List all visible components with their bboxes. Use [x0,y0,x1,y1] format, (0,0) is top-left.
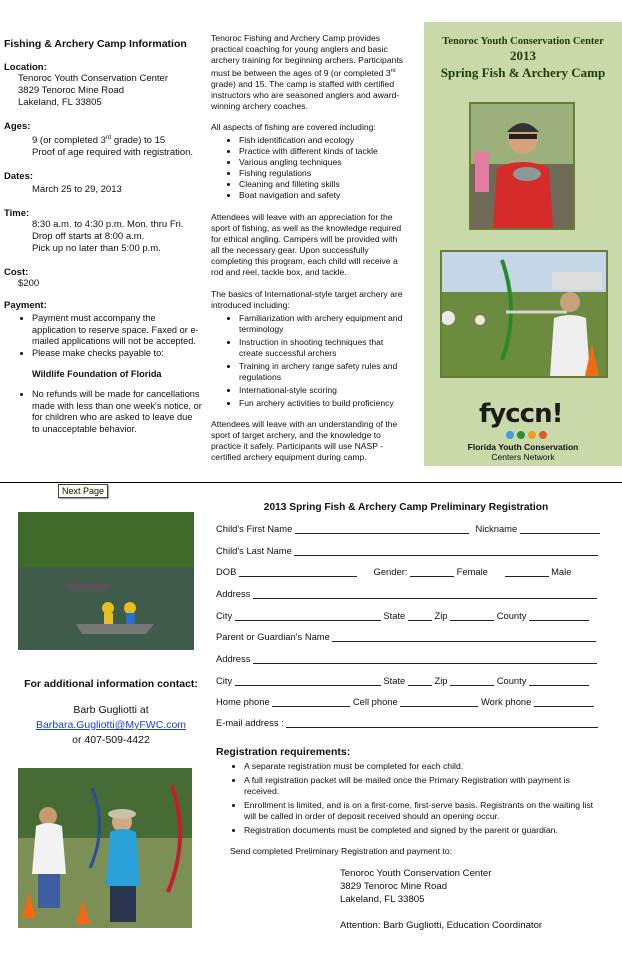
form-title: 2013 Spring Fish & Archery Camp Preliminary Registration [263,502,549,513]
attention-line: Attention: Barb Gugliotti, Education Coordinator [340,920,543,931]
archery-outcome-paragraph: Attendees will leave with an understanding of the sport of target archery, and the knowledge to practice it safely. Participants will use NASP - certified archery equipment during camp. [211,418,398,462]
row-phones [216,696,594,707]
male-label: Male [551,566,572,577]
city-label: City [216,610,233,621]
fishing-outcome-paragraph: Attendees will leave with an appreciation for the sport of fishing, as well as the knowledge required for ethical angling. Campers will be provided with all the necessary gear. Upon successfully completing this program, each child will receive a rod and reel, tackle box, and tackle. [211,211,402,277]
parent-address-field[interactable] [253,654,597,664]
payment-label: Payment: [4,300,47,312]
zip-label: Zip [434,610,448,621]
parent-label: Parent or Guardian's Name [216,631,330,642]
county-field[interactable] [529,611,589,621]
refund-list [4,389,202,435]
parent-zip-field[interactable] [450,676,494,686]
dates-label: Dates: [4,171,34,183]
ages-label: Ages: [4,121,31,132]
email-field[interactable] [286,718,598,728]
location-line-3: Lakeland, FL 33805 [18,97,102,108]
location-line-1: Tenoroc Youth Conservation Center [18,73,168,84]
boy-with-fish-photo [469,102,575,230]
payee-name: Wildlife Foundation of Florida [32,369,162,380]
parent-county-field[interactable] [529,676,589,686]
requirement-item: • Enrollment is limited, and is on a first-come, first-serve basis. Registrants on the waiting list will be called in order of deposit received should an opening occur. [244,800,602,823]
fishing-boats-photo [18,512,194,650]
network-line-2: Centers Network [491,452,555,462]
contact-heading: For additional information contact: [24,678,198,690]
contact-email-link[interactable]: Barbara.Gugliotti@MyFWC.com [35,719,187,731]
fyccn-logo-text: fyccn! [479,399,563,429]
work-phone-label: Work phone [480,696,532,707]
young-archer-illustration [442,252,606,376]
fishing-intro: All aspects of fishing are covered including: [211,121,376,132]
row-parent-city [216,675,589,686]
dates-value: March 25 to 29, 2013 [32,184,122,196]
mailing-address [216,867,602,932]
boy-with-fish-illustration [471,104,573,228]
time-line-1: 8:30 a.m. to 4:30 p.m. Mon. thru Fri. [32,219,184,231]
male-field[interactable] [505,567,549,577]
fishing-item: • Boat navigation and safety [239,190,407,201]
camp-year: 2013 [510,48,536,63]
state-label: State [383,610,406,621]
page-divider [0,482,622,483]
logo-dots-icon [505,430,555,440]
intro-text-b: grade) and 15. The camp is staffed with certified instructors who are seasoned anglers and award-winning archery coaches. [211,78,400,111]
network-line-1: Florida Youth Conservation [467,442,579,452]
state-field[interactable] [408,611,432,621]
fishing-item: • Fishing regulations [239,168,407,179]
camp-description-column [211,33,407,463]
contact-block [0,678,222,746]
fishing-item: • Practice with different kinds of tackle [239,146,407,157]
young-archer-photo [440,250,608,378]
child-first-field[interactable] [295,524,469,534]
archery-item: • Fun archery activities to build proficiency [239,398,409,409]
requirements-list [216,761,602,836]
child-last-label: Child's Last Name [216,545,292,556]
intro-sup: rd [390,68,396,74]
archery-item: • Familiarization with archery equipment and terminology [239,313,409,335]
intro-paragraph [211,33,407,112]
ages-line-1 [4,132,204,147]
camp-info-title: Fishing & Archery Camp Information [4,38,187,50]
mailing-address-line: Tenoroc Youth Conservation Center [340,868,492,879]
intro-text-a: Tenoroc Fishing and Archery Camp provides practical coaching for young anglers and basic archery training for beginning archers. Participants must be between the ages of 9 (or completed 3 [211,33,404,78]
payment-list [4,313,202,359]
requirement-item: • A full registration packet will be mailed once the Primary Registration with payment is received. [244,775,602,798]
refund-item: • No refunds will be made for cancellations made with less than one week's notice, or for children who are asked to leave due to unacceptable behavior. [32,389,202,435]
time-label: Time: [4,208,30,220]
payment-item-2: • Please make checks payable to: [32,348,202,360]
requirements-heading: Registration requirements: [216,746,351,758]
camp-info-column [4,38,204,435]
mailing-address-line: Lakeland, FL 33805 [340,894,425,905]
fishing-item: • Fish identification and ecology [239,135,407,146]
archery-item: • Training in archery range safety rules and regulations [239,361,409,383]
camp-title: Spring Fish & Archery Camp [440,65,606,80]
zip-field[interactable] [450,611,494,621]
row-child-first [216,523,600,534]
ages-text-b: grade) to 15 [111,135,166,147]
archery-item: • Instruction in shooting techniques that create successful archers [239,337,409,359]
address-label: Address [216,653,251,664]
dob-label: DOB [216,566,237,577]
address-label: Address [216,588,251,599]
zip-label: Zip [434,675,448,686]
nickname-field[interactable] [520,524,600,534]
archery-item: • International-style scoring [239,385,409,396]
home-phone-label: Home phone [216,696,270,707]
row-child-address [216,588,597,599]
child-first-label: Child's First Name [216,523,293,534]
state-label: State [383,675,406,686]
archery-kids-illustration [18,768,192,928]
archery-list [211,313,409,409]
row-parent [216,631,596,642]
time-line-2: Drop off starts at 8:00 a.m. [32,231,145,243]
row-email [216,717,598,728]
row-dob [216,566,571,577]
camp-cover-panel [424,22,622,466]
payment-item-1: • Payment must accompany the application to reserve space. Faxed or e-mailed applications will not be accepted. [32,313,202,348]
contact-phone: or 407-509-4422 [72,734,150,746]
gender-label: Gender: [373,566,408,577]
city-label: City [216,675,233,686]
requirement-item: • Registration documents must be completed and signed by the parent or guardian. [244,825,602,837]
email-label: E-mail address : [216,717,284,728]
row-parent-address [216,653,597,664]
row-child-last [216,545,598,556]
parent-city-field[interactable] [235,676,381,686]
cell-phone-label: Cell phone [352,696,398,707]
archery-intro: The basics of International-style target archery are introduced including: [211,288,403,310]
time-line-3: Pick up no later than 5:00 p.m. [32,243,161,255]
female-field[interactable] [410,567,454,577]
contact-name: Barb Gugliotti at [73,704,149,716]
mailing-address-line: 3829 Tenoroc Mine Road [340,881,448,892]
next-page-tooltip: Next Page [58,484,108,498]
child-address-field[interactable] [253,589,597,599]
cost-value: $200 [18,278,40,290]
home-phone-field[interactable] [272,697,350,707]
fyccn-logo [479,400,569,428]
ages-text-a: 9 (or completed 3 [32,135,106,147]
cost-label: Cost: [4,267,29,279]
center-name: Tenoroc Youth Conservation Center [442,36,604,47]
city-field[interactable] [235,611,381,621]
send-to-text: Send completed Preliminary Registration and payment to: [230,846,453,856]
parent-field[interactable] [332,632,596,642]
ages-sup: rd [105,135,112,141]
fishing-item: • Cleaning and filleting skills [239,179,407,190]
requirement-item: • A separate registration must be completed for each child. [244,761,602,773]
work-phone-field[interactable] [534,697,594,707]
fishing-boats-illustration [18,512,194,650]
row-child-city [216,610,589,621]
network-name [424,442,622,462]
child-last-field[interactable] [294,546,598,556]
dob-field[interactable] [239,567,357,577]
archery-kids-photo [18,768,192,928]
fishing-item: • Various angling techniques [239,157,407,168]
location-label: Location: [4,62,47,73]
county-label: County [496,675,527,686]
fishing-list [211,135,407,201]
county-label: County [496,610,527,621]
parent-state-field[interactable] [408,676,432,686]
ages-line-2: Proof of age required with registration. [32,147,194,159]
female-label: Female [456,566,488,577]
location-line-2: 3829 Tenoroc Mine Road [18,85,124,96]
requirements-block [216,746,602,932]
cell-phone-field[interactable] [400,697,478,707]
nickname-label: Nickname [475,523,518,534]
